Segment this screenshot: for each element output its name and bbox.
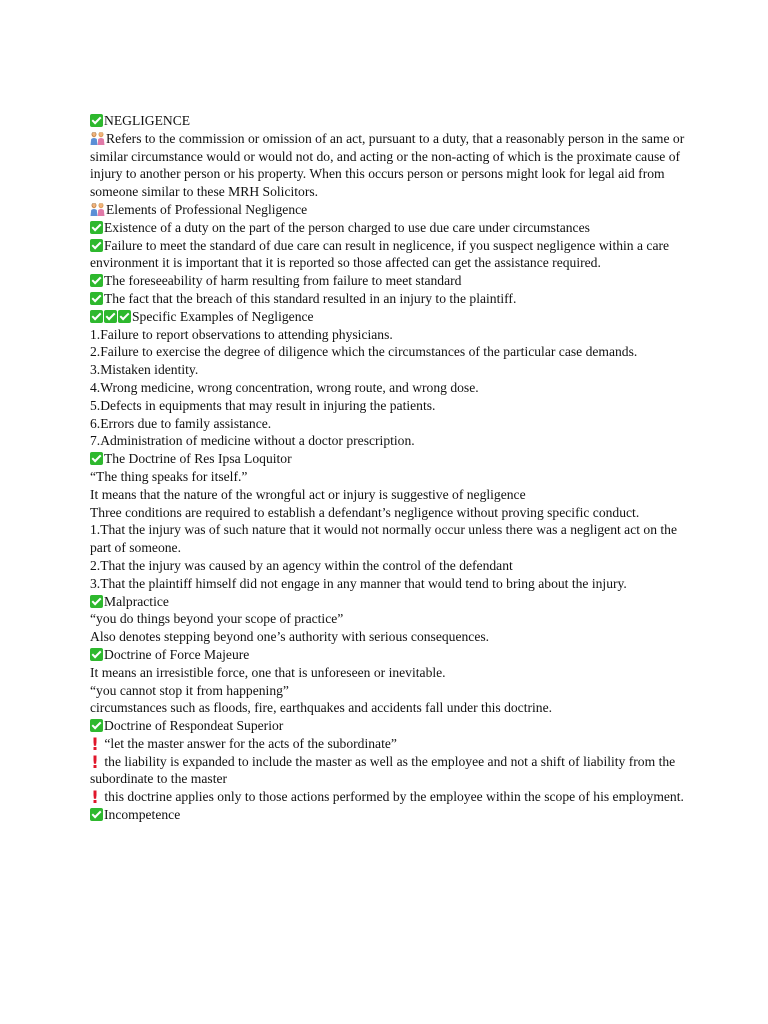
check-mark-icon bbox=[90, 274, 103, 287]
exclamation-icon: ! bbox=[91, 734, 99, 755]
heading-line bbox=[90, 806, 690, 824]
text-line bbox=[90, 575, 690, 593]
exclamation-icon: ! bbox=[91, 788, 99, 809]
heading-line bbox=[90, 788, 690, 809]
text-line bbox=[90, 699, 690, 717]
line-text: Refers to the commission or omission of an act, pursuant to a duty, that a reasonably person in the same or similar circumstance would or would not do, and acting or the non-acting of which is the proximate cause of injury to another person or his property. When this occurs person or persons might look for legal aid from someone similar to these MRH Solicitors. bbox=[90, 130, 685, 200]
check-mark-icon bbox=[90, 452, 103, 465]
text-line bbox=[90, 557, 690, 575]
line-text: 6.Errors due to family assistance. bbox=[90, 415, 272, 431]
text-line bbox=[90, 682, 690, 700]
heading-line bbox=[90, 290, 690, 308]
text-line bbox=[90, 664, 690, 682]
line-text: Elements of Professional Negligence bbox=[106, 201, 308, 217]
check-mark-icon bbox=[90, 292, 103, 305]
heading-line bbox=[90, 717, 690, 735]
check-mark-icon bbox=[90, 114, 103, 127]
check-mark-icon bbox=[104, 310, 117, 323]
text-line bbox=[90, 610, 690, 628]
text-line bbox=[90, 379, 690, 397]
line-text: “let the master answer for the acts of the subordinate” bbox=[101, 735, 397, 751]
text-line bbox=[90, 343, 690, 361]
line-text: 7.Administration of medicine without a doctor prescription. bbox=[90, 433, 415, 449]
line-text: Existence of a duty on the part of the person charged to use due care under circumstances bbox=[104, 219, 590, 235]
line-text: circumstances such as floods, fire, earthquakes and accidents fall under this doctrine. bbox=[90, 700, 553, 716]
check-mark-icon bbox=[118, 310, 131, 323]
line-text: The fact that the breach of this standard resulted in an injury to the plaintiff. bbox=[104, 290, 517, 306]
heading-line bbox=[90, 112, 690, 130]
text-line bbox=[90, 361, 690, 379]
line-text: “you do things beyond your scope of practice” bbox=[90, 611, 344, 627]
line-text: “you cannot stop it from happening” bbox=[90, 682, 289, 698]
heading-line bbox=[90, 593, 690, 611]
heading-line bbox=[90, 219, 690, 237]
line-text: 3.Mistaken identity. bbox=[90, 362, 199, 378]
text-line bbox=[90, 486, 690, 504]
document-body bbox=[90, 112, 690, 824]
line-text: It means that the nature of the wrongful act or injury is suggestive of negligence bbox=[90, 486, 526, 502]
check-mark-icon bbox=[90, 595, 103, 608]
line-text: Failure to meet the standard of due care can result in neglicence, if you suspect negligence within a care environment it is important that it is reported so those affected can get the assistance required. bbox=[90, 237, 670, 271]
text-line bbox=[90, 415, 690, 433]
line-text: 1.That the injury was of such nature that it would not normally occur unless there was a negligent act on the part of someone. bbox=[90, 522, 678, 556]
line-text: NEGLIGENCE bbox=[104, 113, 191, 128]
heading-line bbox=[90, 753, 690, 789]
line-text: Incompetence bbox=[104, 807, 181, 823]
heading-line bbox=[90, 735, 690, 753]
check-mark-icon bbox=[90, 239, 103, 252]
text-line bbox=[90, 468, 690, 486]
line-text: the liability is expanded to include the master as well as the employee and not a shift of liability from the subordinate to the master bbox=[90, 753, 676, 787]
text-line bbox=[90, 326, 690, 344]
line-text: Malpractice bbox=[104, 593, 169, 609]
check-mark-icon bbox=[90, 719, 103, 732]
line-text: Doctrine of Respondeat Superior bbox=[104, 718, 284, 734]
text-line bbox=[90, 521, 690, 557]
line-text: Three conditions are required to establish a defendant’s negligence without proving specific conduct. bbox=[90, 504, 640, 520]
line-text: Doctrine of Force Majeure bbox=[104, 646, 250, 662]
line-text: 3.That the plaintiff himself did not engage in any manner that would tend to bring about the injury. bbox=[90, 575, 627, 591]
people-icon bbox=[90, 203, 105, 216]
line-text: Specific Examples of Negligence bbox=[132, 308, 314, 324]
line-text: this doctrine applies only to those actions performed by the employee within the scope of his employment. bbox=[101, 789, 684, 805]
line-text: The Doctrine of Res Ipsa Loquitor bbox=[104, 451, 292, 467]
heading-line bbox=[90, 130, 690, 201]
heading-line bbox=[90, 308, 690, 326]
text-line bbox=[90, 504, 690, 522]
heading-line bbox=[90, 201, 690, 219]
check-mark-icon bbox=[90, 808, 103, 821]
text-line bbox=[90, 397, 690, 415]
text-line bbox=[90, 628, 690, 646]
line-text: 1.Failure to report observations to attending physicians. bbox=[90, 326, 393, 342]
heading-line bbox=[90, 646, 690, 664]
people-icon bbox=[90, 132, 105, 145]
heading-line bbox=[90, 450, 690, 468]
check-mark-icon bbox=[90, 648, 103, 661]
line-text: 5.Defects in equipments that may result in injuring the patients. bbox=[90, 397, 436, 413]
check-mark-icon bbox=[90, 221, 103, 234]
line-text: It means an irresistible force, one that is unforeseen or inevitable. bbox=[90, 664, 446, 680]
line-text: “The thing speaks for itself.” bbox=[90, 468, 248, 484]
exclamation-icon: ! bbox=[91, 752, 99, 773]
text-line bbox=[90, 432, 690, 450]
heading-line bbox=[90, 237, 690, 273]
line-text: 2.Failure to exercise the degree of diligence which the circumstances of the particular case demands. bbox=[90, 344, 638, 360]
check-mark-icon bbox=[90, 310, 103, 323]
line-text: 4.Wrong medicine, wrong concentration, wrong route, and wrong dose. bbox=[90, 379, 479, 395]
line-text: Also denotes stepping beyond one’s authority with serious consequences. bbox=[90, 629, 490, 645]
heading-line bbox=[90, 272, 690, 290]
line-text: 2.That the injury was caused by an agency within the control of the defendant bbox=[90, 557, 513, 573]
line-text: The foreseeability of harm resulting from failure to meet standard bbox=[104, 273, 462, 289]
